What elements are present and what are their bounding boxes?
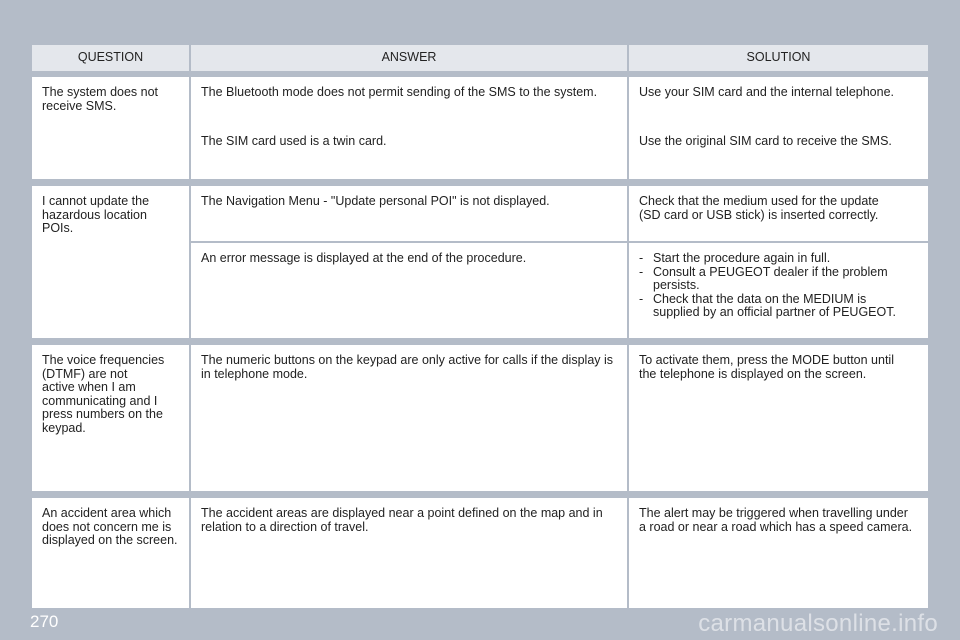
row3-question-line: press numbers on the: [42, 407, 163, 421]
row3-answer-line: in telephone mode.: [201, 366, 308, 381]
header-answer: [191, 45, 627, 71]
header-question-label: QUESTION: [77, 50, 144, 65]
header-question: [32, 45, 189, 71]
row1-solution-2: Use the original SIM card to receive the SMS.: [639, 134, 892, 148]
row3-solution-line: To activate them, press the MODE button until: [639, 353, 894, 367]
row3-question-line: (DTMF) are not: [42, 366, 128, 381]
row2-solution-2-list: [639, 252, 918, 320]
list-item-line: supplied by an official partner of PEUGEOT.: [653, 305, 896, 319]
list-item-line: Start the procedure again in full.: [653, 251, 831, 265]
row4-answer: [191, 498, 627, 608]
row4-question: [32, 498, 189, 608]
row1-question: [32, 77, 189, 179]
row2-question-line: POIs.: [42, 221, 74, 235]
row3-answer-line: The numeric buttons on the keypad are only active for calls if the display is: [201, 353, 614, 367]
row1-answer: [191, 77, 627, 179]
row3-answer: [191, 345, 627, 491]
row1-question-line: The system does not: [42, 85, 159, 99]
row2-solution-1-line: (SD card or USB stick) is inserted correctly.: [639, 207, 879, 222]
list-item-line: persists.: [653, 278, 700, 292]
list-item-line: Consult a PEUGEOT dealer if the problem: [653, 264, 888, 279]
row2-question-line: I cannot update the: [42, 194, 150, 208]
header-solution-label: SOLUTION: [746, 50, 811, 65]
row3-question-line: active when I am: [42, 380, 136, 394]
row2-solution-1: [629, 186, 928, 241]
row2-answer-1-text: The Navigation Menu - "Update personal POI" is not displayed.: [201, 194, 550, 208]
row2-answer-2-text: An error message is displayed at the end of the procedure.: [201, 251, 527, 265]
row4-answer-line: The accident areas are displayed near a point defined on the map and in: [201, 506, 603, 520]
row2-question: [32, 186, 189, 338]
dash-bullet: -: [639, 251, 644, 265]
row2-answer-1: [191, 186, 627, 241]
row4-solution: [629, 498, 928, 608]
page-number: 270: [30, 612, 59, 631]
row4-question-line: An accident area which: [42, 506, 172, 520]
row3-question-line: The voice frequencies: [42, 353, 165, 367]
row1-solution: [629, 77, 928, 179]
dash-bullet: -: [639, 264, 644, 279]
row1-answer-1: The Bluetooth mode does not permit sending of the SMS to the system.: [201, 85, 598, 99]
row1-solution-1: Use your SIM card and the internal telephone.: [639, 85, 895, 99]
row4-answer-line: relation to a direction of travel.: [201, 519, 369, 534]
row4-solution-line: a road or near a road which has a speed camera.: [639, 519, 913, 534]
row2-answer-2: [191, 243, 627, 338]
dash-bullet: -: [639, 291, 644, 306]
list-item: [639, 293, 918, 320]
header-answer-label: ANSWER: [381, 50, 437, 65]
row3-solution: [629, 345, 928, 491]
list-item: [639, 252, 918, 266]
row4-solution-line: The alert may be triggered when travelling under: [639, 506, 908, 520]
row3-solution-line: the telephone is displayed on the screen.: [639, 366, 867, 381]
watermark: carmanualsonline.info: [698, 610, 938, 637]
row2-solution-1-line: Check that the medium used for the update: [639, 194, 879, 208]
row4-question-line: displayed on the screen.: [42, 533, 178, 547]
list-item: [639, 266, 918, 293]
header-solution: [629, 45, 928, 71]
list-item-line: Check that the data on the MEDIUM is: [653, 291, 867, 306]
row3-question-line: keypad.: [42, 420, 86, 435]
row2-question-line: hazardous location: [42, 207, 147, 222]
row1-answer-2: The SIM card used is a twin card.: [201, 134, 387, 148]
row3-question: [32, 345, 189, 491]
row2-solution-2: [629, 243, 928, 338]
row1-question-line: receive SMS.: [42, 98, 117, 113]
row3-question-line: communicating and I: [42, 393, 158, 408]
row4-question-line: does not concern me is: [42, 519, 172, 534]
